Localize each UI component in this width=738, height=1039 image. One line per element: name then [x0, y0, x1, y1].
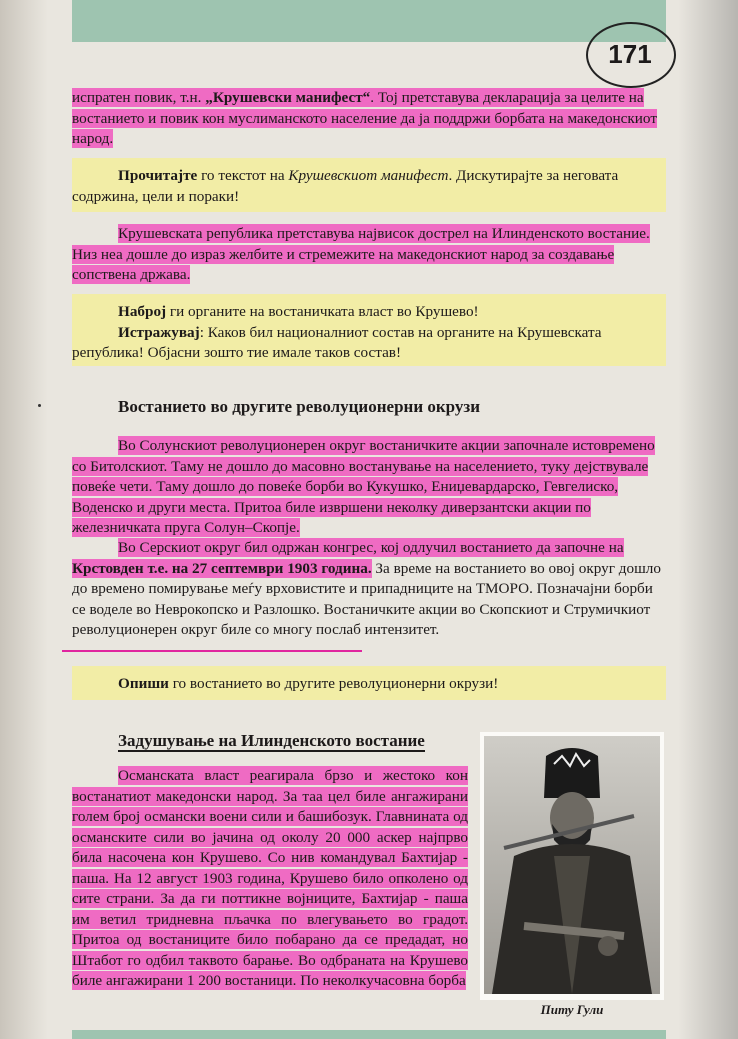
task-box-organs	[72, 294, 666, 366]
task-verb: Наброј	[118, 303, 167, 320]
task-text: . Дискутирајте за неговата содржина, цели и пораки!	[72, 167, 619, 205]
task-box-read-manifest	[72, 158, 666, 212]
paragraph-republic	[72, 224, 666, 286]
portrait-photo	[484, 736, 660, 994]
serres-text-start: Во Серскиот округ бил одржан конгрес, кој одлучил востанието да започне на	[118, 539, 624, 556]
suppression-text: Османската власт реагирала брзо и жестоко кон востанатиот македонски народ. За таа цел биле ангажирани голем број османски воени сили и башибозук. Главнината од османските сили во јачина од околу 20 000 аскер најпрво била насочена кон Крушево. Со нив командувал Бахтијар - паша. На 12 август 1903 година, Крушево било опколено од сите страни. За да ги поттикне војниците, Бахтијар - паша им ветил тридневна пљачка по влегувањето во градот. Притоа од востаниците било побарано да се предадат, но Штабот го одбил таквото барање. Во одбраната на Крушево биле ангажирани 1 200 востаници. По неколкучасовна борба	[72, 767, 468, 989]
paragraph-manifest	[72, 88, 666, 150]
task-verb: Истражувај	[118, 323, 200, 341]
task-box-describe	[72, 666, 666, 700]
pen-underline	[62, 650, 362, 652]
paragraph-salonika	[72, 436, 666, 539]
heading-suppression-text: Задушување на Илинденското востание	[118, 731, 425, 750]
paragraph-serres	[72, 538, 666, 641]
salonika-text: Во Солунскиот револуционерен округ востаничките акции започнале истовремено со Битолскиот. Таму не дошло до масовно востанување на населението, туку дејствувале повеќе чети. Таму дошло до повеќе борби во Кукушко, Ениџевардарско, Гевгелиско, Воденско и други места. Притоа биле извршени неколку диверзантски акции по железничката пруга Солун–Скопје.	[72, 437, 655, 536]
manifest-title: „Крушевски манифест“	[205, 89, 371, 106]
serres-date: Крстовден т.е. на 27 септември 1903 година.	[72, 559, 372, 577]
republic-text: Крушевската република претставува највисок дострел на Илинденското востание. Низ неа дошле до израз желбите и стремежите на македонскиот народ за создавање сопствена држава.	[72, 225, 650, 283]
hand-shape	[598, 936, 618, 956]
task-text: : Каков бил националниот состав на органите на Крушевската република! Објасни зошто тие имале таков состав!	[72, 323, 602, 361]
section-heading-other-districts: Востанието во другите револуционерни окрузи	[118, 397, 481, 416]
paragraph-suppression	[72, 766, 468, 992]
photo-caption: Питу Гули	[540, 1002, 604, 1017]
task-verb: Прочитајте	[118, 167, 198, 184]
task-text: го текстот на	[197, 167, 289, 184]
manifest-text-rest: . Тој претставува декларација за целите на востанието и повик кон муслиманското население да ја поддржи борбата на македонскиот народ.	[72, 89, 657, 147]
serres-text-rest: За време на востанието во овој округ дошло до времено помирување меѓу врховистите и припадниците на ТМОРО. Позначајни борби се воделе во Неврокопско и Разлошко. Востаничките акции во Скопскиот и Струмичкиот револуционерен округ биле со многу послаб интензитет.	[72, 559, 661, 638]
header-band	[72, 0, 666, 42]
task-italic-title: Крушевскиот манифест	[288, 167, 449, 184]
page-number: 171	[608, 39, 652, 69]
section-heading-suppression	[118, 730, 425, 752]
margin-dot	[38, 404, 41, 407]
page-edge-shadow	[678, 0, 738, 1039]
manifest-text-start: испратен повик, т.н.	[72, 89, 206, 106]
page-gutter-shadow	[0, 0, 48, 1039]
footer-band	[72, 1030, 666, 1039]
fur-hat-shape	[544, 748, 600, 798]
task-text: го востанието во другите револуционерни окрузи!	[168, 675, 499, 692]
task-text: ги органите на востаничката власт во Крушево!	[166, 303, 479, 320]
task-verb: Опиши	[118, 675, 169, 692]
